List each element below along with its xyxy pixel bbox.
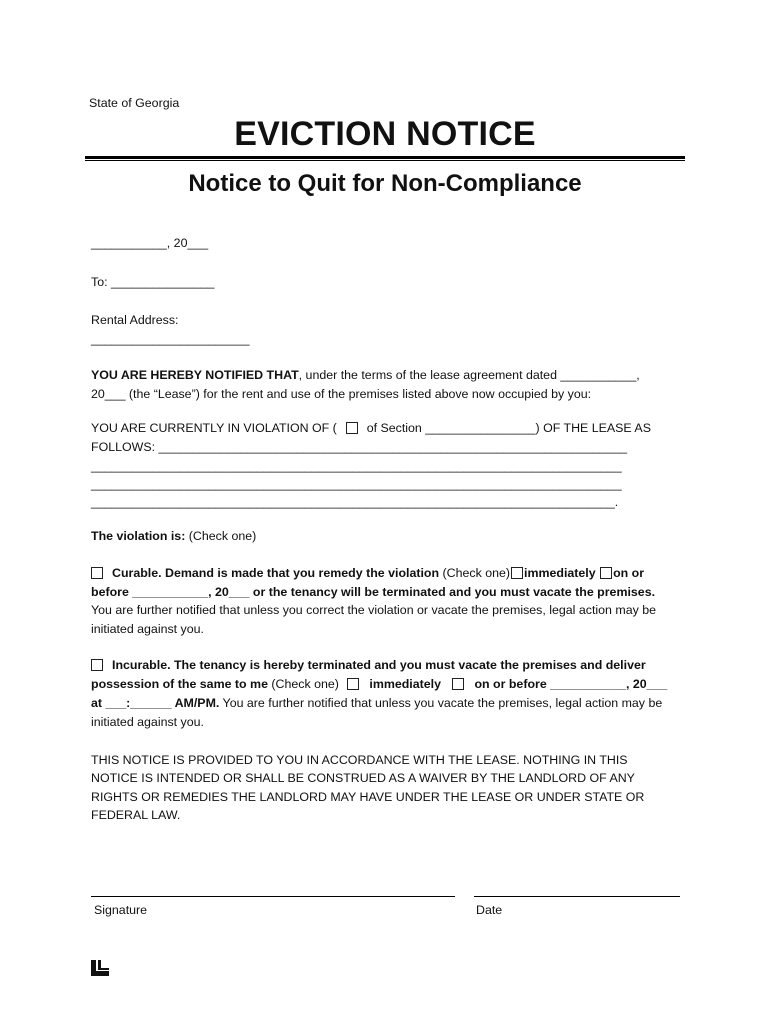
title-underline: [85, 156, 685, 161]
state-label: State of Georgia: [89, 96, 180, 110]
incurable-immediately-checkbox[interactable]: [347, 678, 359, 690]
rental-address-label: Rental Address:: [91, 313, 179, 327]
incurable-line-3: [91, 695, 662, 711]
violation-of-post: of Section ________________) OF THE LEASE AS: [366, 421, 651, 435]
incurable-line-2: [91, 676, 667, 692]
violation-of-pre: YOU ARE CURRENTLY IN VIOLATION OF (: [91, 421, 337, 435]
violation-is-rest: (Check one): [188, 529, 257, 543]
rental-address-blank: _______________________: [91, 332, 250, 346]
curable-on-or-checkbox[interactable]: [600, 567, 612, 579]
to-line: To: _______________: [91, 275, 215, 289]
incurable-rest-3: You are further notified that unless you vacate the premises, legal action may be: [219, 696, 663, 710]
violation-is-line: [91, 528, 256, 544]
curable-line-2: before ___________, 20___ or the tenancy will be terminated and you must vacate the premises.: [91, 585, 656, 599]
date-label: Date: [476, 903, 503, 917]
document-subtitle: Notice to Quit for Non-Compliance: [188, 170, 582, 197]
violation-of-line-2: FOLLOWS: ____________________________________________________________________: [91, 440, 628, 454]
notified-rest: , under the terms of the lease agreement dated ___________,: [298, 368, 640, 382]
incurable-bold-1: Incurable. The tenancy is hereby terminated and you must vacate the premises and deliver: [112, 658, 646, 672]
section-checkbox[interactable]: [346, 422, 358, 434]
incurable-on-or-before-checkbox[interactable]: [452, 678, 464, 690]
notified-line-2: 20___ (the “Lease”) for the rent and use of the premises listed above now occupied by you:: [91, 387, 592, 401]
curable-checkbox[interactable]: [91, 567, 103, 579]
notice-line-3: RIGHTS OR REMEDIES THE LANDLORD MAY HAVE UNDER THE LEASE OR UNDER STATE OR: [91, 790, 645, 804]
incurable-checkbox[interactable]: [91, 659, 103, 671]
violation-of-line-4: _____________________________________________________________________________: [91, 477, 622, 491]
notice-line-1: THIS NOTICE IS PROVIDED TO YOU IN ACCORDANCE WITH THE LEASE. NOTHING IN THIS: [91, 753, 628, 767]
curable-immediately-checkbox[interactable]: [511, 567, 523, 579]
signature-label: Signature: [94, 903, 148, 917]
legal-templates-logo-icon: [90, 959, 110, 977]
incurable-line-4: initiated against you.: [91, 715, 204, 729]
incurable-bold-3: at ___:______ AM/PM.: [91, 696, 220, 710]
violation-is-bold: The violation is:: [91, 529, 186, 543]
notified-bold: YOU ARE HEREBY NOTIFIED THAT: [91, 368, 299, 382]
notice-line-4: FEDERAL LAW.: [91, 808, 181, 822]
curable-on-or-label: on or: [613, 566, 645, 580]
incurable-line-1: [91, 657, 646, 673]
notified-line-1: [91, 367, 640, 383]
violation-of-line-3: _____________________________________________________________________________: [91, 459, 622, 473]
violation-of-line-1: [91, 420, 651, 436]
document-title: EVICTION NOTICE: [234, 115, 536, 153]
incurable-on-or-before-label: on or before ___________, 20___: [474, 677, 668, 691]
incurable-immediately-label: immediately: [369, 677, 441, 691]
notice-line-2: NOTICE IS INTENDED OR SHALL BE CONSTRUED AS A WAIVER BY THE LANDLORD OF ANY: [91, 771, 635, 785]
curable-check-one: (Check one): [442, 566, 511, 580]
curable-immediately-label: immediately: [524, 566, 596, 580]
curable-bold: Curable. Demand is made that you remedy the violation: [112, 566, 440, 580]
date-signature-line[interactable]: [474, 896, 680, 897]
curable-line-1: [91, 565, 644, 581]
date-line: ___________, 20___: [91, 236, 209, 250]
incurable-check-one: (Check one): [271, 677, 339, 691]
incurable-bold-2: possession of the same to me: [91, 677, 268, 691]
signature-line[interactable]: [91, 896, 455, 897]
curable-line-3: You are further notified that unless you correct the violation or vacate the premises, legal action may be: [91, 603, 657, 617]
curable-line-4: initiated against you.: [91, 622, 204, 636]
violation-of-line-5: ____________________________________________________________________________.: [91, 495, 619, 509]
